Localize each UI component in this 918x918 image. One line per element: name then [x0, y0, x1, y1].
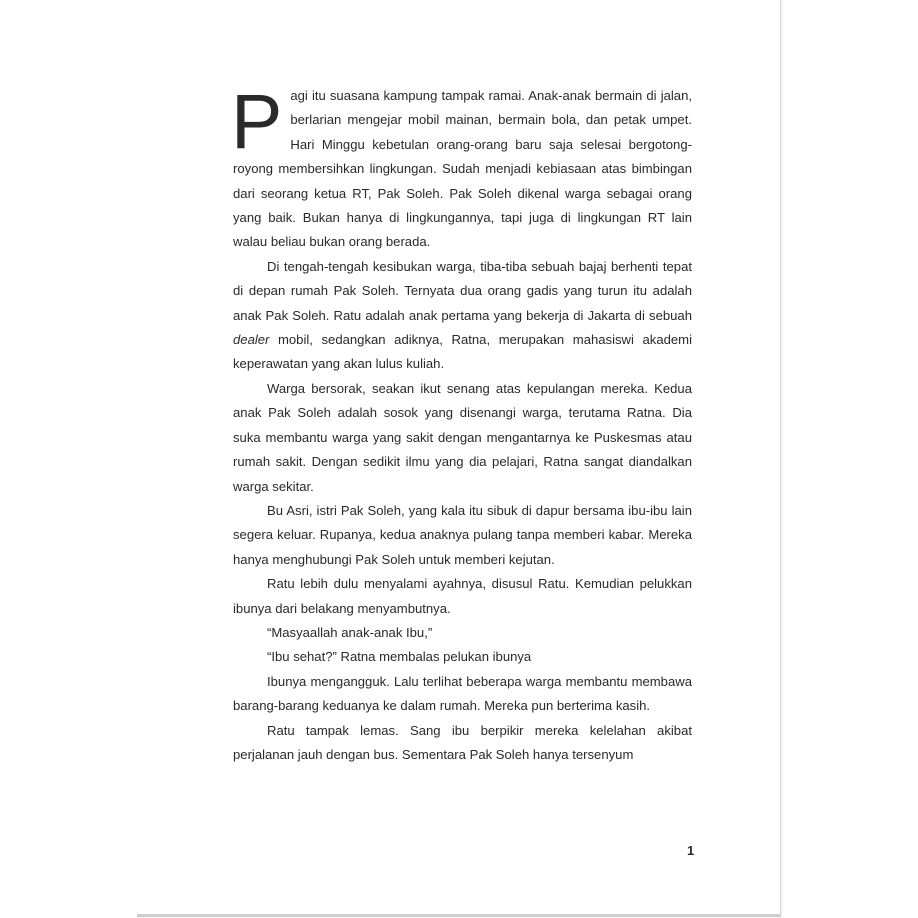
paragraph-8: Ibunya mengangguk. Lalu terlihat beberapa warga membantu membawa barang-barang keduanya ke dalam rumah. Mereka pun berterima kasih.	[233, 673, 692, 714]
paragraph-1	[231, 79, 692, 255]
paragraph-1-text: agi itu suasana kampung tampak ramai. Anak-anak bermain di jalan, berlarian mengejar mobil mainan, bermain bola, dan petak umpet. Hari Minggu kebetulan orang-orang baru saja selesai bergotong-royong membersihkan lingkungan. Sudah menjadi kebiasaan atas bimbingan dari seorang ketua RT, Pak Soleh. Pak Soleh dikenal warga sebagai orang yang baik. Bukan hanya di lingkungannya, tapi juga di lingkungan RT lain walau beliau bukan orang berada.	[233, 88, 692, 250]
body-text	[231, 79, 692, 767]
paragraph-2-italic-term: dealer	[233, 332, 270, 348]
paragraph-4: Bu Asri, istri Pak Soleh, yang kala itu sibuk di dapur bersama ibu-ibu lain segera keluar. Rupanya, kedua anaknya pulang tanpa memberi kabar. Mereka hanya menghubungi Pak Soleh untuk memberi kejutan.	[233, 502, 692, 567]
paragraph-2-text-start: Di tengah-tengah kesibukan warga, tiba-tiba sebuah bajaj berhenti tepat di depan rumah Pak Soleh. Ternyata dua orang gadis yang turun itu adalah anak Pak Soleh. Ratu adalah anak pertama yang bekerja di Jakarta di sebuah	[233, 258, 692, 323]
paragraph-7-dialogue: “Ibu sehat?” Ratna membalas pelukan ibunya	[267, 649, 532, 665]
paragraph-3: Warga bersorak, seakan ikut senang atas kepulangan mereka. Kedua anak Pak Soleh adalah sosok yang disenangi warga, terutama Ratna. Dia suka membantu warga yang sakit dengan mengantarnya ke Puskesmas atau rumah sakit. Dengan sedikit ilmu yang dia pelajari, Ratna sangat diandalkan warga sekitar.	[233, 380, 692, 494]
paragraph-6-dialogue: “Masyaallah anak-anak Ibu,”	[267, 624, 433, 640]
page-number: 1	[687, 843, 695, 858]
paragraph-2	[233, 255, 692, 377]
paragraph-9: Ratu tampak lemas. Sang ibu berpikir mereka kelelahan akibat perjalanan jauh dengan bus. Sementara Pak Soleh hanya tersenyum	[233, 722, 692, 762]
paragraph-2-text-end: mobil, sedangkan adiknya, Ratna, merupakan mahasiswi akademi keperawatan yang akan lulus kuliah.	[233, 332, 692, 372]
drop-cap: P	[231, 79, 283, 165]
paragraph-5: Ratu lebih dulu menyalami ayahnya, disusul Ratu. Kemudian pelukkan ibunya dari belakang menyambutnya.	[233, 576, 692, 616]
book-page	[137, 0, 781, 917]
